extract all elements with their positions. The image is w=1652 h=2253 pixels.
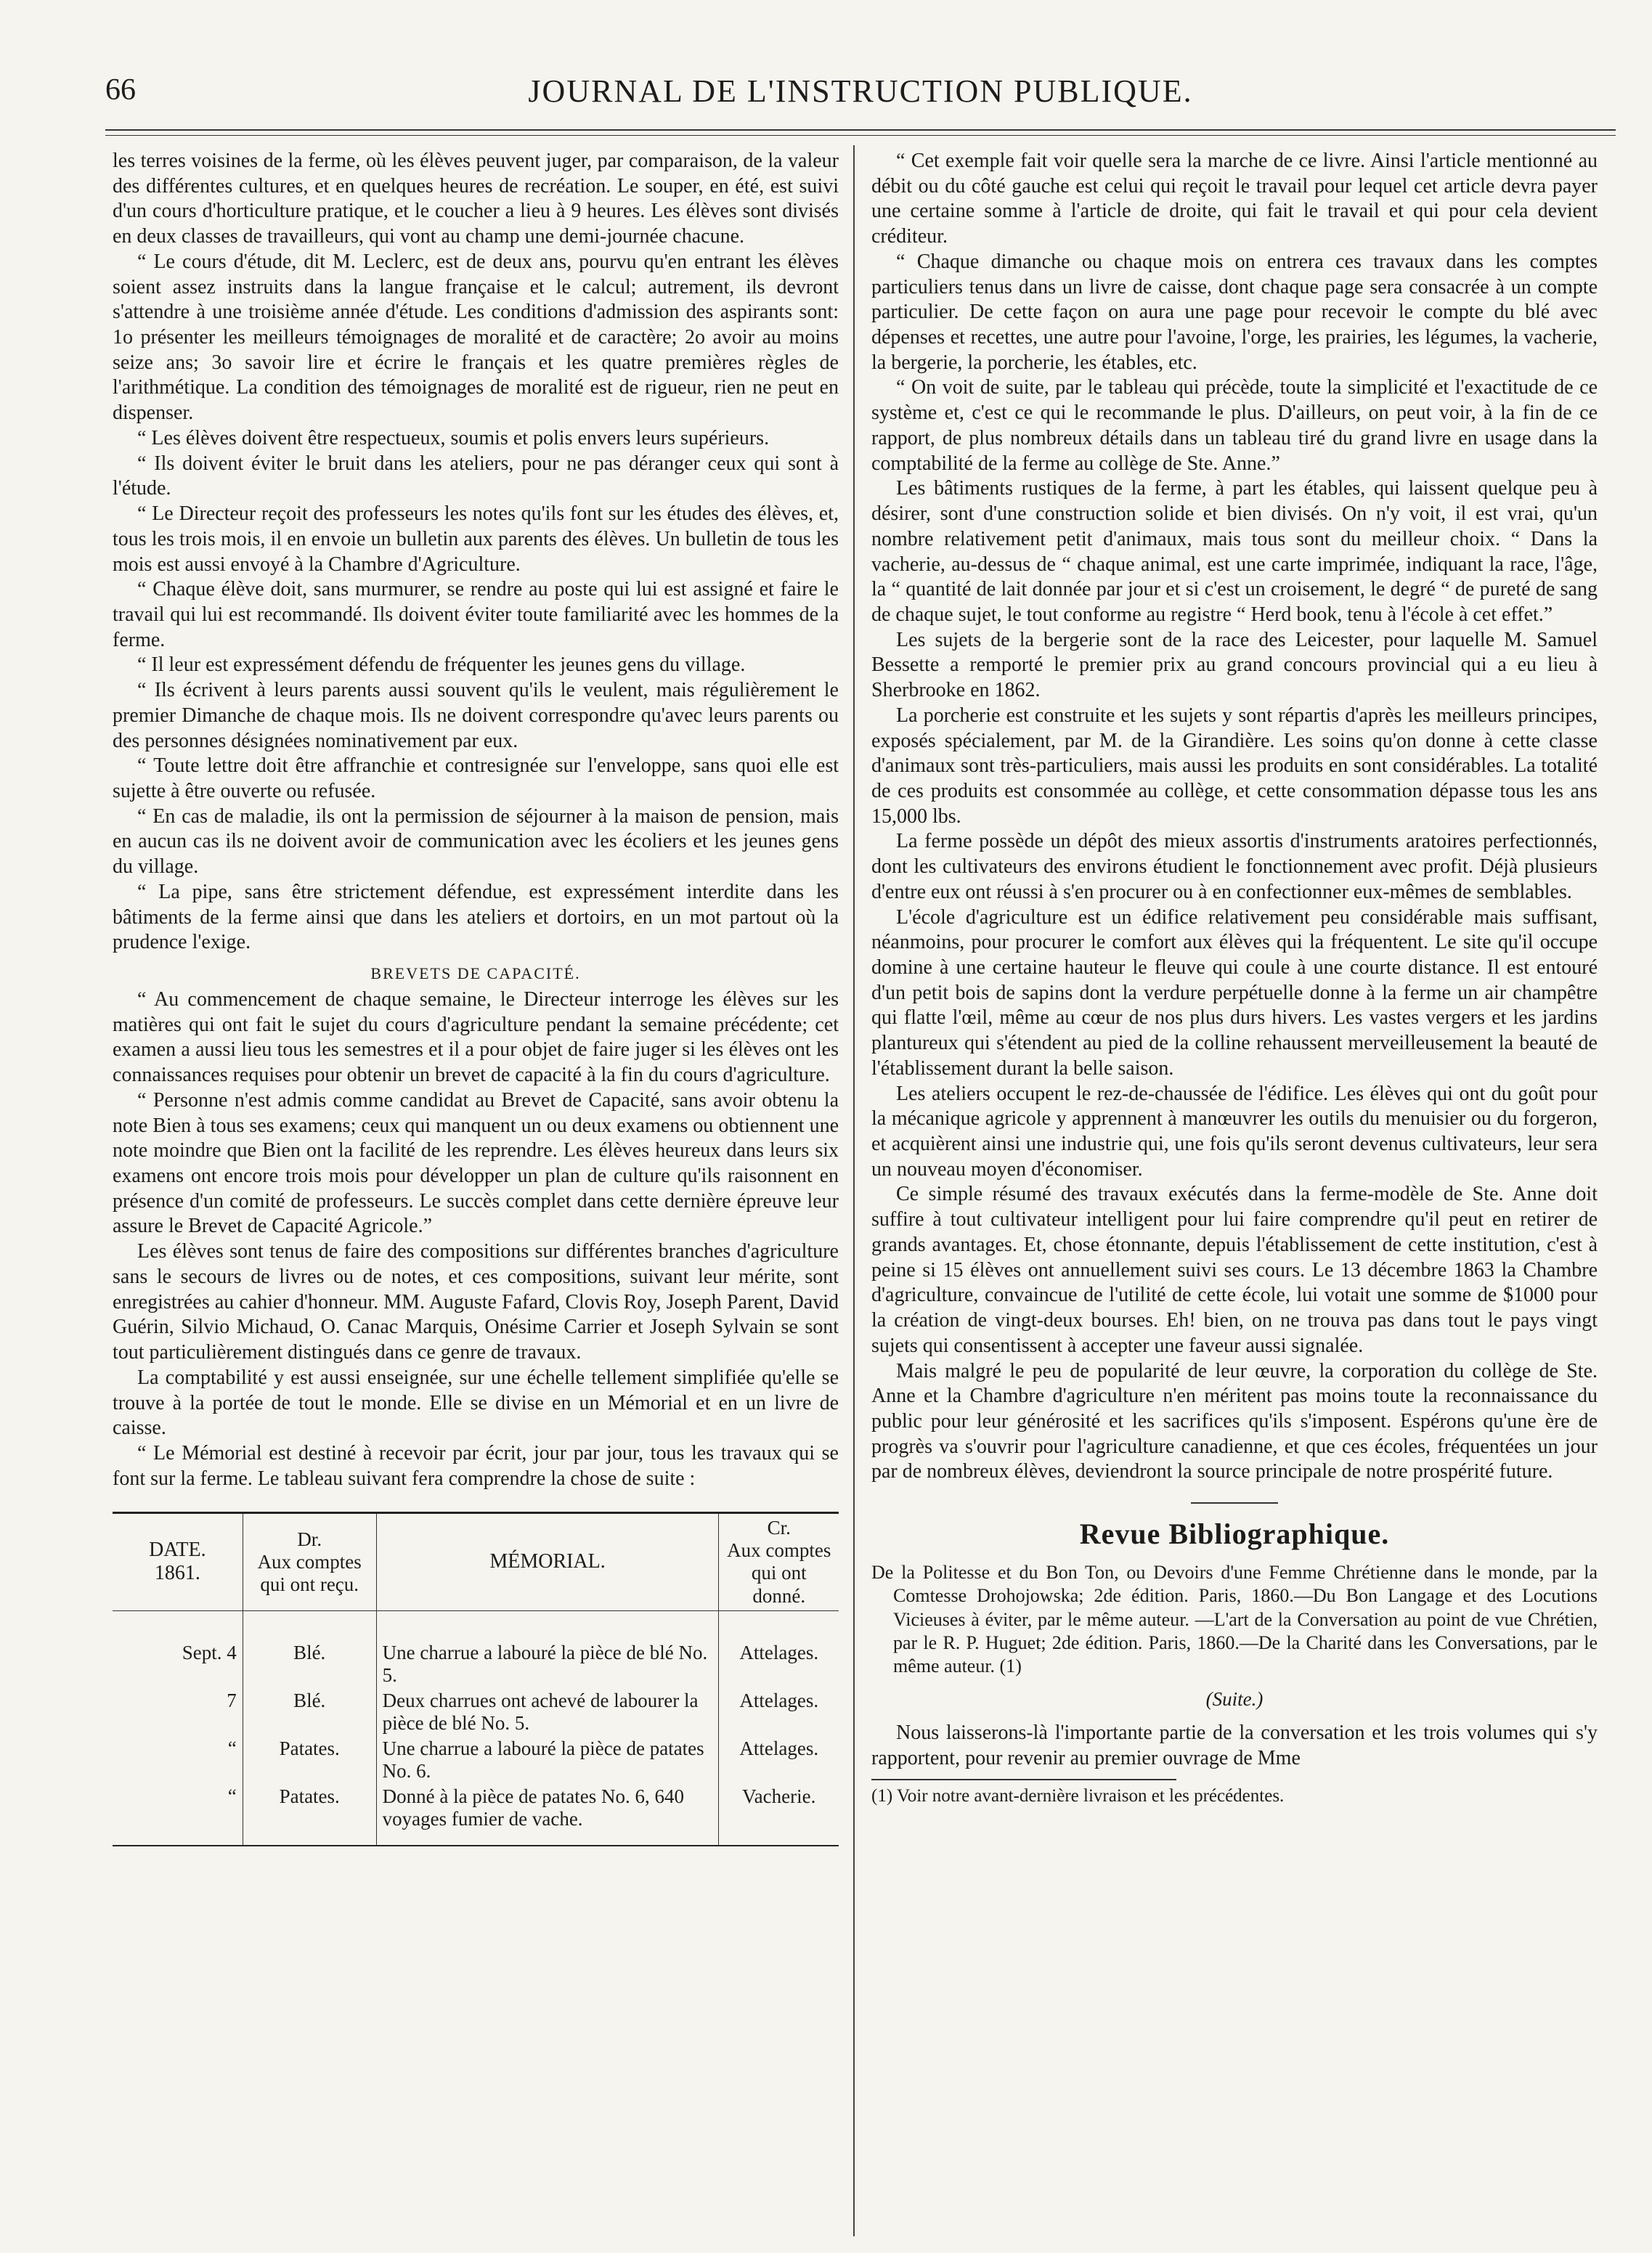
ledger-date: 7 (227, 1689, 237, 1711)
paragraph: “ Personne n'est admis comme candidat au Brevet de Capacité, sans avoir obtenu la note Bien à tous ses examens; ceux qui manquent un ou deux examens ou obtiennent une note moindre que Bien ont la facilité de les reprendre. Les élèves heureux dans leurs six examens ont encore trois mois pour développer un plan de culture qu'ils raisonnent en présence d'un comité de professeurs. Le succès complet dans cette dernière épreuve leur assure le Brevet de Capacité Agricole.” (113, 1088, 839, 1238)
ledger-date-label: DATE. (149, 1539, 206, 1562)
ledger-header-date (113, 1513, 243, 1610)
ledger-date: Sept. 4 (182, 1641, 237, 1663)
ledger-debit: Patates. (243, 1736, 376, 1784)
table-row (113, 1736, 839, 1784)
ledger-date: “ (227, 1737, 237, 1759)
paragraph: La porcherie est construite et les sujets y sont répartis d'après les meilleurs principes, exposés spécialement, par M. de la Girandière. Les soins qu'on donne à cette classe d'animaux sont très-particuliers, mais aussi les produits en sont considérables. La totalité de ces produits est consommée au collège, et cette consommation dépasse tous les ans 15,000 lbs. (871, 704, 1598, 828)
paragraph: La ferme possède un dépôt des mieux assortis d'instruments aratoires perfectionnés, dont les cultivateurs des environs étudient le fonctionnement avec profit. Déjà plusieurs d'entre eux ont réussi à s'en procurer ou à en confectionner eux-mêmes de semblables. (871, 830, 1598, 903)
paragraph: “ Ils écrivent à leurs parents aussi souvent qu'ils le veulent, mais régulièrement le premier Dimanche de chaque mois. Ils ne doivent correspondre qu'avec leurs parents ou des personnes désignées nominativement par eux. (113, 679, 839, 752)
paragraph: “ Toute lettre doit être affranchie et contresignée sur l'enveloppe, sans quoi elle est sujette à être ouverte ou refusée. (113, 754, 839, 802)
journal-title: JOURNAL DE L'INSTRUCTION PUBLIQUE. (528, 73, 1193, 109)
ledger-debit: Blé. (243, 1688, 376, 1736)
ledger-year-label: 1861. (154, 1562, 200, 1585)
ledger-memo: Une charrue a labouré la pièce de blé No. 5. (376, 1640, 719, 1688)
paragraph: “ Le cours d'étude, dit M. Leclerc, est de deux ans, pourvu qu'en entrant les élèves soient assez instruits dans la langue française et le calcul; autrement, ils devront s'attendre à une troisième année d'étude. Les conditions d'admission des aspirants sont: 1o présenter les meilleurs témoignages de moralité et de caractère; 2o avoir au moins seize ans; 3o savoir lire et écrire le français et les quatre premières règles de l'arithmétique. La condition des témoignages de moralité est de rigueur, rien ne peut en dispenser. (113, 250, 839, 425)
paragraph: les terres voisines de la ferme, où les élèves peuvent juger, par comparaison, de la valeur des différentes cultures, et en quelques heures de recréation. Le souper, en été, est suivi d'un cours d'horticulture pratique, et le coucher a lieu à 9 heures. Les élèves sont divisés en deux classes de travailleurs, qui vont au champ une demi-journée chacune. (113, 150, 839, 248)
ledger-header-debit (243, 1513, 376, 1610)
left-column (113, 149, 839, 1846)
ledger-cr-label: Cr. (767, 1517, 791, 1539)
section-separator (1191, 1502, 1278, 1504)
section-title: BREVETS DE CAPACITÉ. (370, 964, 581, 982)
header-rule (105, 129, 1616, 131)
footnote: (1) Voir notre avant-dernière livraison et les précédentes. (871, 1785, 1285, 1806)
ledger-header-credit (719, 1513, 839, 1610)
ledger-memo: Donné à la pièce de patates No. 6, 640 voyages fumier de vache. (376, 1784, 719, 1832)
ledger-date: “ (227, 1785, 237, 1807)
paragraph: L'école d'agriculture est un édifice relativement peu considérable mais suffisant, néanmoins, pour procurer le comfort aux élèves qui la fréquentent. Le site qu'il occupe domine à une certaine hauteur le fleuve qui coule à une courte distance. Il est entouré d'un petit bois de sapins dont la verdure perpétuelle donne à la ferme un air champêtre qui flatte l'œil, même au cœur de nos plus durs hivers. Les vastes vergers et les jardins plantureux qui s'étendent au pied de la colline rehaussent merveilleusement la beauté de l'établissement durant la belle saison. (871, 905, 1598, 1080)
page-header (105, 73, 1616, 116)
paragraph: “ Ils doivent éviter le bruit dans les ateliers, pour ne pas déranger ceux qui sont à l'étude. (113, 452, 839, 500)
column-divider (853, 145, 855, 2236)
bibliography-text: De la Politesse et du Bon Ton, ou Devoirs d'une Femme Chrétienne dans le monde, par la Comtesse Drohojowska; 2de édition. Paris, 1860.—Du Bon Langage et des Locutions Vicieuses à éviter, par le même auteur. —L'art de la Conversation au point de vue Chrétien, par le R. P. Huguet; 2de édition. Paris, 1860.—De la Charité dans les Conversations, par le même auteur. (1) (871, 1562, 1598, 1677)
paragraph: Mais malgré le peu de popularité de leur œuvre, la corporation du collège de Ste. Anne et la Chambre d'agriculture n'en méritent pas moins toute la reconnaissance du public pour leur générosité et les sacrifices qu'ils s'imposent. Espérons qu'une ère de progrès va s'ouvrir pour l'agriculture canadienne, et que ces écoles, fréquentées un jour par de nombreux élèves, deviendront la source principale de notre prospérité future. (871, 1359, 1598, 1483)
paragraph: “ Le Mémorial est destiné à recevoir par écrit, jour par jour, tous les travaux qui se font sur la ferme. Le tableau suivant fera comprendre la chose de suite : (113, 1441, 839, 1490)
paragraph: “ Il leur est expressément défendu de fréquenter les jeunes gens du village. (137, 653, 746, 677)
table-row (113, 1688, 839, 1736)
header-rule-thin (105, 135, 1616, 136)
ledger-header-memorial: MÉMORIAL. (376, 1513, 719, 1610)
memorial-ledger-table (113, 1512, 839, 1846)
paragraph: Les bâtiments rustiques de la ferme, à part les étables, qui laissent quelque peu à désirer, sont d'une construction solide et bien divisés. On n'y voit, il est vrai, qu'un nombre relativement petit d'animaux, mais tous sont du meilleur choix. “ Dans la vacherie, au-dessus de “ chaque animal, est une carte imprimée, indiquant la race, l'âge, la “ quantité de lait donnée par jour et si c'est un croisement, le degré “ de pureté de sang de chaque sujet, le tout conforme au registre “ Herd book, tenu à l'école à cet effet.” (871, 477, 1598, 626)
ledger-debit: Patates. (243, 1784, 376, 1832)
paragraph: La comptabilité y est aussi enseignée, sur une échelle tellement simplifiée qu'elle se trouve à la portée de tout le monde. Elle se divise en un Mémorial et en un livre de caisse. (113, 1366, 839, 1440)
bibliography-entry (871, 1561, 1598, 1678)
paragraph: Les sujets de la bergerie sont de la race des Leicester, pour laquelle M. Samuel Bessette a remporté le premier prix au grand concours provincial qui a eu lieu à Sherbrooke en 1862. (871, 628, 1598, 702)
paragraph: “ On voit de suite, par le tableau qui précède, toute la simplicité et l'exactitude de ce système et, c'est ce qui le recommande le plus. D'ailleurs, on peut voir, à la fin de ce rapport, de plus nombreux détails dans un tableau tiré du grand livre en usage dans la comptabilité de la ferme au collège de Ste. Anne.” (871, 376, 1598, 475)
paragraph: Les ateliers occupent le rez-de-chaussée de l'édifice. Les élèves qui ont du goût pour la mécanique agricole y apprennent à manœuvrer les outils du menuisier ou du forgeron, et acquièrent ainsi une industrie qui, une fois qu'ils seront devenus cultivateurs, leur sera un nouveau moyen d'économiser. (871, 1082, 1598, 1181)
paragraph: “ Chaque élève doit, sans murmurer, se rendre au poste qui lui est assigné et faire le travail qui lui est recommandé. Ils doivent éviter toute familiarité avec les hommes de la ferme. (113, 578, 839, 651)
paragraph: Ce simple résumé des travaux exécutés dans la ferme-modèle de Ste. Anne doit suffire à tout cultivateur intelligent pour lui faire comprendre qu'il peut en retirer de grands avantages. Et, chose étonnante, depuis l'établissement de cette institution, c'est à peine si 15 élèves ont annuellement suivi ses cours. Le 13 décembre 1863 la Chambre d'agriculture, convaincue de l'utilité de cette école, lui votait une somme de $1000 pour la création de vingt-deux bourses. Eh! bien, on ne trouva pas dans tout le pays vingt sujets qui consentissent à accepter une faveur aussi signalée. (871, 1183, 1598, 1357)
ledger-credit: Vacherie. (719, 1784, 839, 1832)
ledger-credit: Attelages. (719, 1640, 839, 1688)
paragraph: “ Au commencement de chaque semaine, le Directeur interroge les élèves sur les matières qui ont fait le sujet du cours d'agriculture pendant la semaine précédente; cet examen a aussi lieu tous les semestres et il a pour objet de faire juger si les élèves ont les connaissances requises pour obtenir un brevet de capacité à la fin du cours d'agriculture. (113, 988, 839, 1087)
table-row (113, 1784, 839, 1832)
paragraph: “ En cas de maladie, ils ont la permission de séjourner à la maison de pension, mais en aucun cas ils ne doivent avoir de communication avec les écoliers et les jeunes gens du village. (113, 804, 839, 879)
ledger-memo: Deux charrues ont achevé de labourer la pièce de blé No. 5. (376, 1688, 719, 1736)
ledger-dr-label: Dr. (297, 1528, 322, 1550)
paragraph: “ La pipe, sans être strictement défendue, est expressément interdite dans les bâtiments de la ferme ainsi que dans les ateliers et dortoirs, en un mot partout où la prudence l'exige. (113, 880, 839, 954)
revue-bibliographique-title: Revue Bibliographique. (1079, 1517, 1390, 1551)
right-column (871, 149, 1598, 1807)
table-row (113, 1640, 839, 1688)
ledger-debit: Blé. (243, 1640, 376, 1688)
paragraph: Les élèves sont tenus de faire des compositions sur différentes branches d'agriculture sans le secours de livres ou de notes, et ces compositions, suivant leur mérite, sont enregistrées au cahier d'honneur. MM. Auguste Fafard, Clovis Roy, Joseph Parent, David Guérin, Silvio Michaud, O. Canac Marquis, Onésime Carrier et Joseph Sylvain se sont tout particulièrement distingués dans ce genre de travaux. (113, 1240, 839, 1364)
page-number: 66 (105, 73, 136, 107)
paragraph: “ Les élèves doivent être respectueux, soumis et polis envers leurs supérieurs. (137, 426, 770, 449)
ledger-memo: Une charrue a labouré la pièce de patates No. 6. (376, 1736, 719, 1784)
paragraph: Nous laisserons-là l'importante partie de la conversation et les trois volumes qui s'y rapportent, pour revenir au premier ouvrage de Mme (871, 1722, 1598, 1769)
ledger-cr-sub: Aux comptes qui ont donné. (727, 1539, 831, 1607)
paragraph: “ Cet exemple fait voir quelle sera la marche de ce livre. Ainsi l'article mentionné au débit ou du côté gauche est celui qui reçoit le travail pour lequel cet article devra payer une certaine somme à l'article de droite, qui fait le travail et qui pour cela devient créditeur. (871, 150, 1598, 248)
ledger-credit: Attelages. (719, 1736, 839, 1784)
suite-label: (Suite.) (1205, 1688, 1264, 1711)
ledger-credit: Attelages. (719, 1688, 839, 1736)
ledger-dr-sub: Aux comptes qui ont reçu. (257, 1550, 362, 1595)
footnote-rule (871, 1779, 1176, 1780)
paragraph: “ Chaque dimanche ou chaque mois on entrera ces travaux dans les comptes particuliers tenus dans un livre de caisse, dont chaque page sera consacrée à un compte particulier. De cette façon on aura une page pour recevoir le compte du blé avec dépenses et recettes, une autre pour l'avoine, l'orge, les prairies, les légumes, la vacherie, la bergerie, la porcherie, les étables, etc. (871, 250, 1598, 374)
paragraph: “ Le Directeur reçoit des professeurs les notes qu'ils font sur les études des élèves, et, tous les trois mois, il en envoie un bulletin aux parents des élèves. Un bulletin de tous les mois est aussi envoyé à la Chambre d'Agriculture. (113, 502, 839, 576)
